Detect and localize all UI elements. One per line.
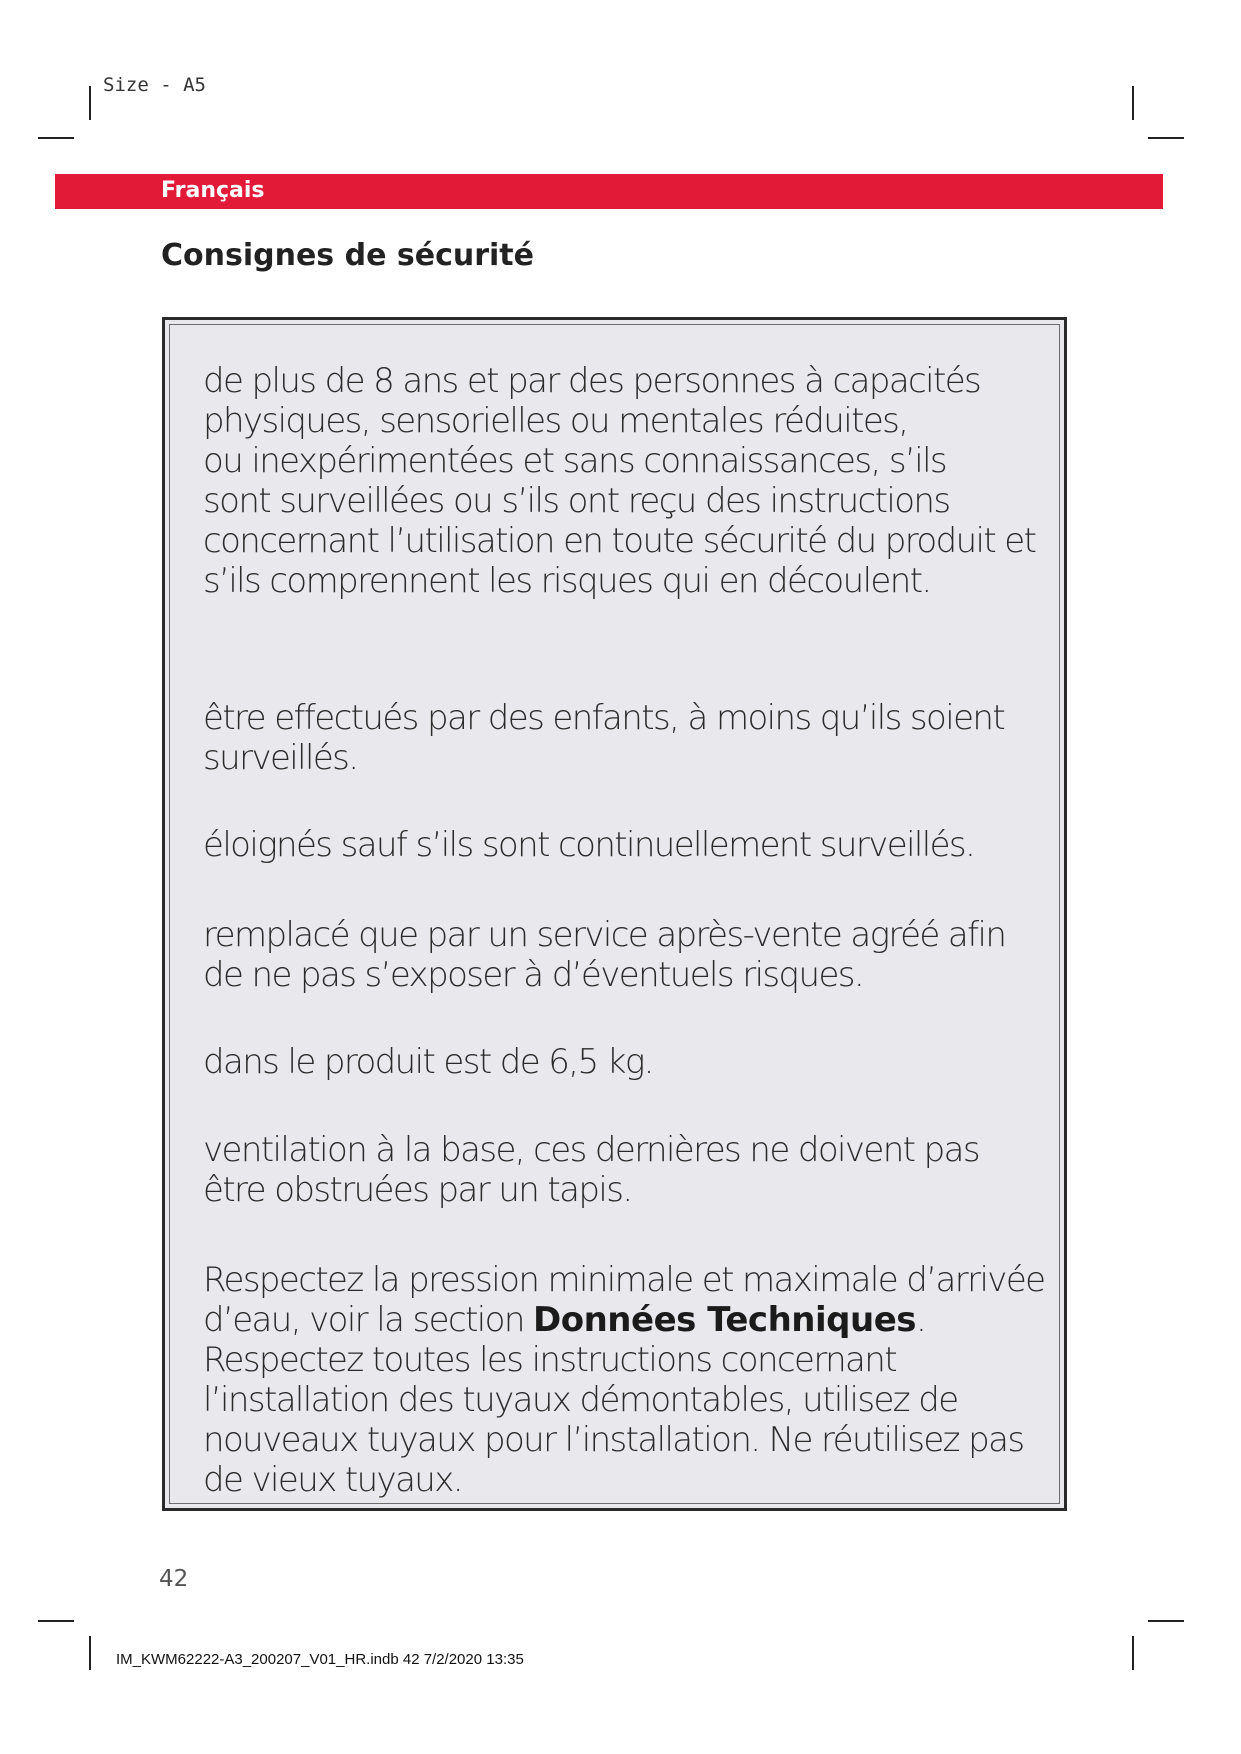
text-line: s’ils comprennent les risques qui en découlent. [203, 561, 931, 601]
crop-mark [1132, 1636, 1134, 1670]
text-line: de plus de 8 ans et par des personnes à capacités [203, 361, 981, 401]
text-line: de ne pas s’exposer à d’éventuels risques. [203, 955, 864, 995]
text-line: physiques, sensorielles ou mentales réduites, [203, 401, 908, 441]
crop-mark [89, 1636, 91, 1670]
text-line: de vieux tuyaux. [203, 1460, 462, 1500]
notice-paragraph-1 [203, 361, 1063, 601]
print-slug-file-info: IM_KWM62222-A3_200207_V01_HR.indb 42 7/2/2020 13:35 [116, 1651, 524, 1668]
crop-mark [1132, 86, 1134, 120]
section-title: Consignes de sécurité [161, 238, 534, 273]
page-number: 42 [159, 1566, 189, 1592]
text-line: ou inexpérimentées et sans connaissances, s’ils [203, 441, 947, 481]
crop-mark [38, 137, 74, 139]
crop-mark [1148, 1620, 1184, 1622]
text-line: Respectez la pression minimale et maximale d’arrivée [203, 1260, 1045, 1300]
notice-paragraph-7 [203, 1260, 1063, 1500]
crop-mark [38, 1620, 74, 1622]
safety-notice-box [162, 317, 1067, 1511]
text-line: remplacé que par un service après-vente agréé afin [203, 915, 1006, 955]
technical-data-reference: Données Techniques [533, 1300, 916, 1340]
print-slug-size: Size - A5 [103, 74, 206, 96]
text-line: être obstruées par un tapis. [203, 1170, 632, 1210]
text-line: nouveaux tuyaux pour l’installation. Ne réutilisez pas [203, 1420, 1024, 1460]
text-line: dans le produit est de 6,5 kg. [203, 1042, 653, 1082]
notice-paragraph-4 [203, 915, 1063, 995]
crop-mark [89, 86, 91, 120]
language-header-band [55, 174, 1163, 209]
crop-mark [1148, 137, 1184, 139]
text-fragment: d’eau, voir la section [203, 1300, 534, 1340]
language-label: Français [161, 178, 265, 203]
notice-paragraph-6 [203, 1130, 1063, 1210]
notice-paragraph-2 [203, 698, 1063, 778]
text-line: être effectués par des enfants, à moins qu’ils soient [203, 698, 1005, 738]
text-line: Respectez toutes les instructions concernant [203, 1340, 896, 1380]
text-line: l’installation des tuyaux démontables, utilisez de [203, 1380, 958, 1420]
text-fragment: . [916, 1300, 926, 1340]
text-line: concernant l’utilisation en toute sécurité du produit et [203, 521, 1036, 561]
text-line: sont surveillées ou s’ils ont reçu des instructions [203, 481, 950, 521]
notice-paragraph-5 [203, 1042, 1063, 1082]
text-line: surveillés. [203, 738, 358, 778]
notice-paragraph-3 [203, 825, 1063, 865]
text-line [203, 1300, 1063, 1340]
text-line: ventilation à la base, ces dernières ne doivent pas [203, 1130, 979, 1170]
text-line: éloignés sauf s’ils sont continuellement surveillés. [203, 825, 975, 865]
